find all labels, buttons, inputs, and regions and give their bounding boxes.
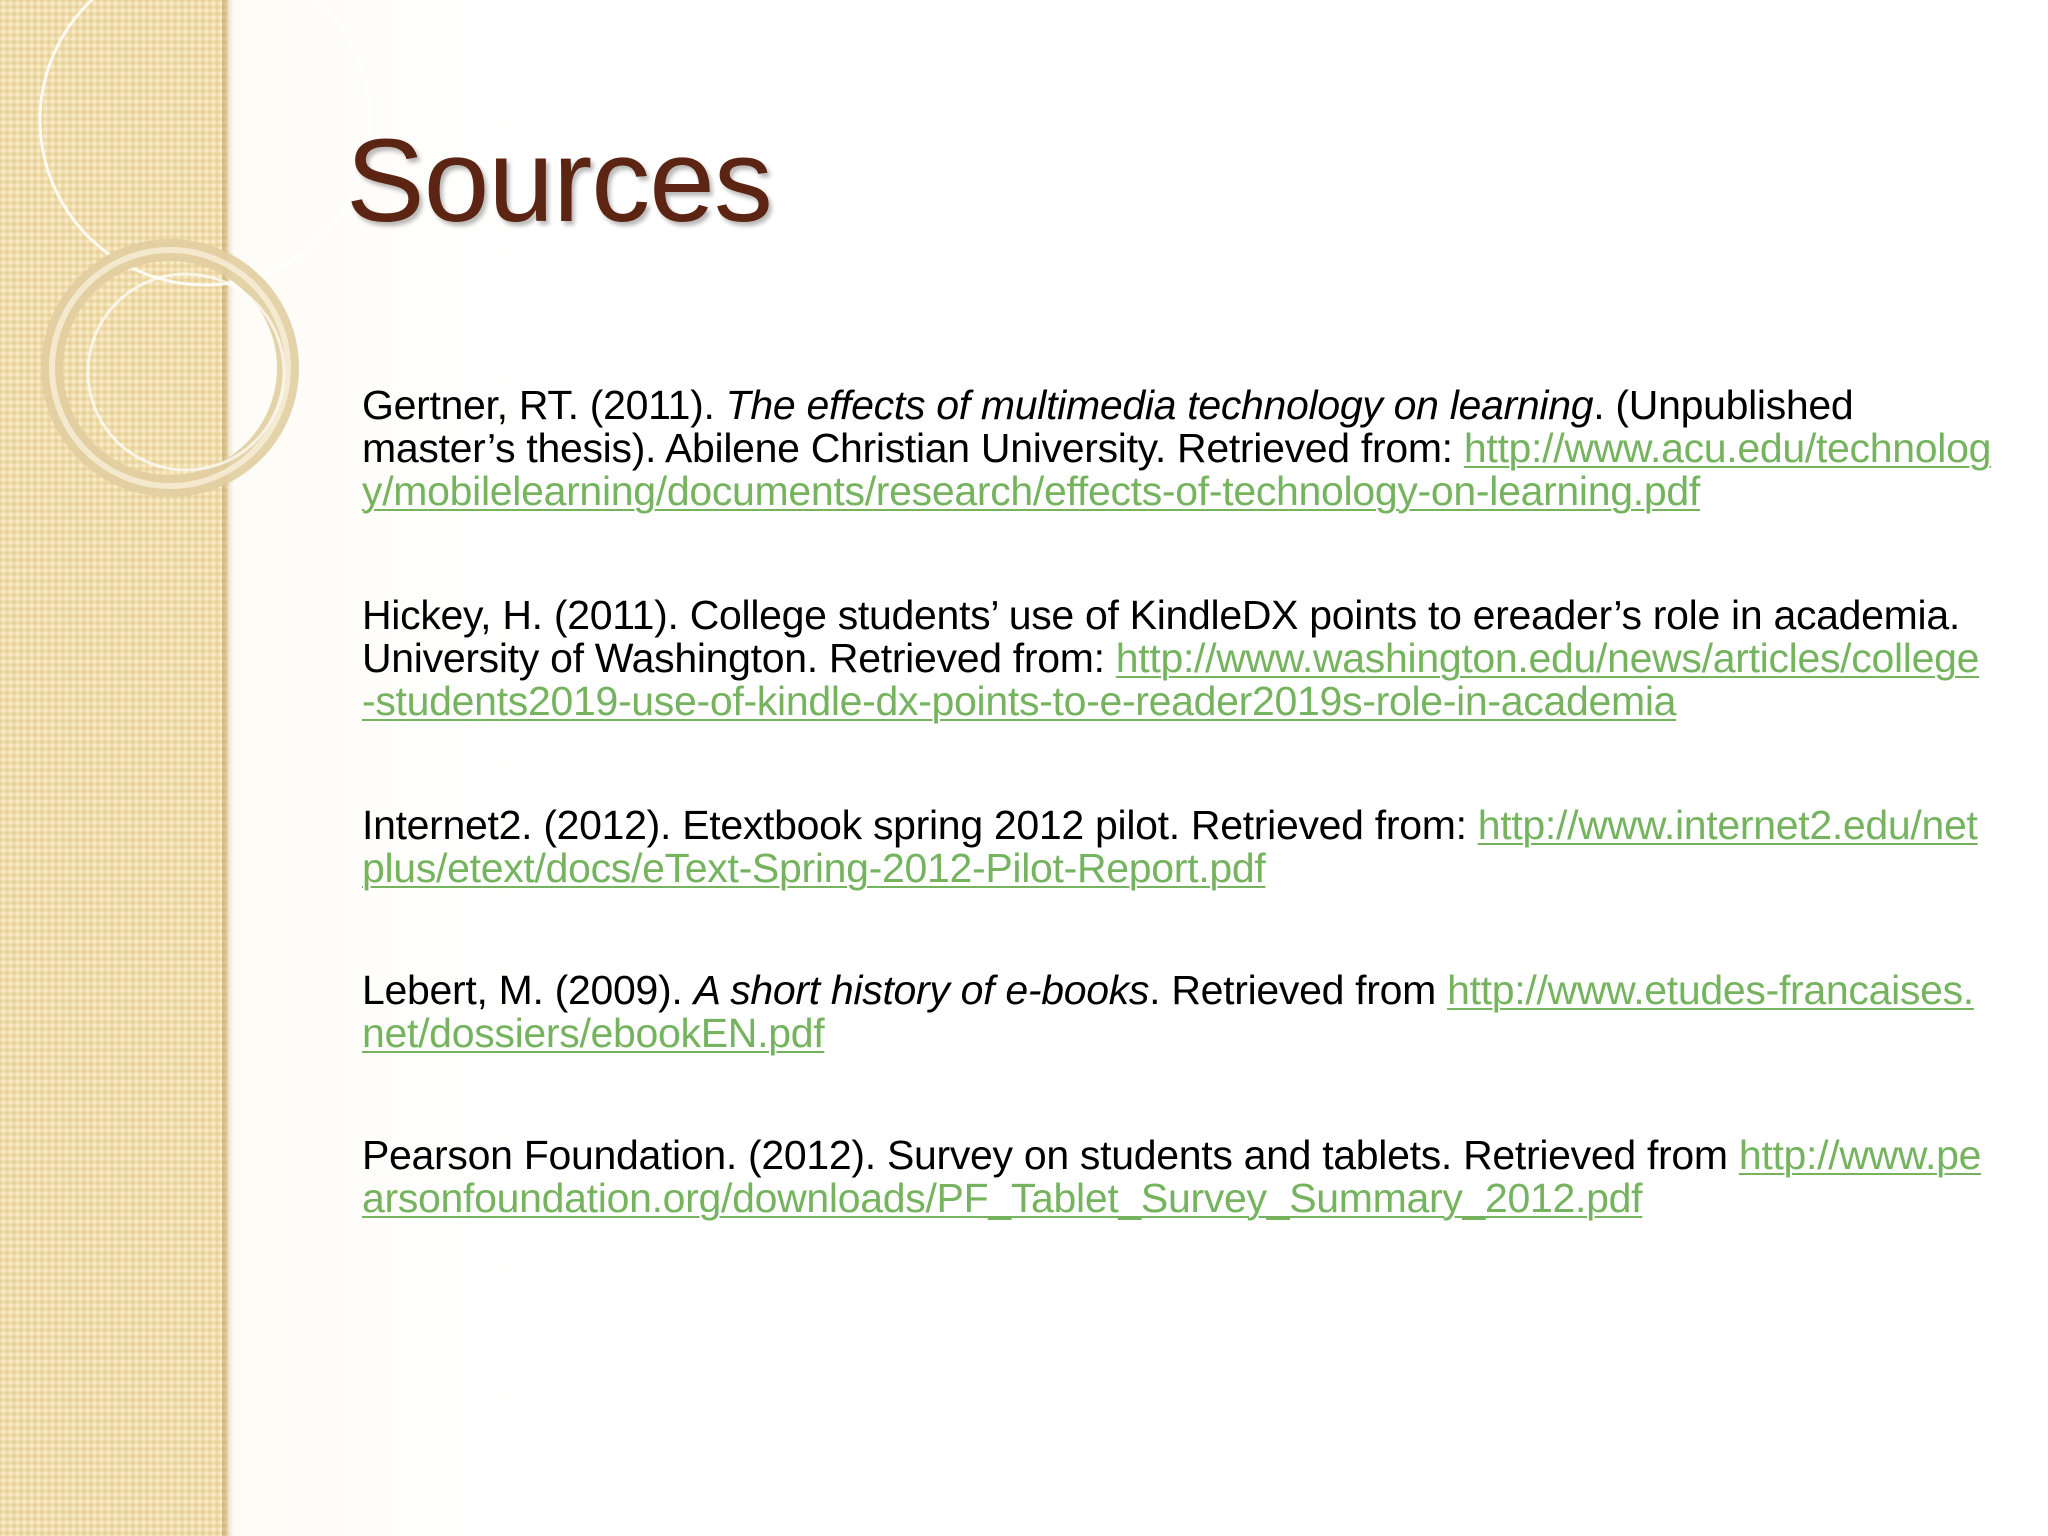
reference-text: . (Unpublished master’s thesis). Abilene Christian University. Retrieved from: [362, 382, 1854, 471]
reference-list [362, 384, 1992, 1301]
slide-title: Sources [346, 115, 772, 247]
reference-lebert [362, 969, 1992, 1055]
reference-text: Internet2. (2012). Etextbook spring 2012 pilot. Retrieved from: [362, 802, 1478, 848]
reference-text: Lebert, M. (2009). [362, 967, 694, 1013]
reference-text: . Retrieved from [1149, 967, 1448, 1013]
reference-link-internet2[interactable]: http://www.internet2.edu/netplus/etext/docs/eText-Spring-2012-Pilot-Report.pdf [362, 802, 1978, 891]
reference-hickey [362, 594, 1992, 723]
reference-link-gertner[interactable]: http://www.acu.edu/technology/mobilelearning/documents/research/effects-of-technology-on-learning.pdf [362, 425, 1992, 514]
reference-link-pearson[interactable]: http://www.pearsonfoundation.org/downloads/PF_Tablet_Survey_Summary_2012.pdf [362, 1132, 1982, 1221]
decorative-swirl-circles [0, 0, 420, 520]
reference-text: Pearson Foundation. (2012). Survey on students and tablets. Retrieved from [362, 1132, 1739, 1178]
reference-title: The effects of multimedia technology on learning [725, 382, 1594, 428]
reference-text: Gertner, RT. (2011). [362, 382, 726, 428]
reference-link-lebert[interactable]: http://www.etudes-francaises.net/dossiers/ebookEN.pdf [362, 967, 1974, 1056]
reference-link-hickey[interactable]: http://www.washington.edu/news/articles/college-students2019-use-of-kindle-dx-points-to-e-reader2019s-role-in-academia [362, 635, 1980, 724]
reference-pearson [362, 1134, 1992, 1220]
reference-title: A short history of e-books [693, 967, 1150, 1013]
reference-text: Hickey, H. (2011). College students’ use of KindleDX points to ereader’s role in academia. University of Washington. Retrieved from: [362, 592, 1960, 681]
reference-gertner [362, 384, 1992, 513]
reference-internet2 [362, 804, 1992, 890]
